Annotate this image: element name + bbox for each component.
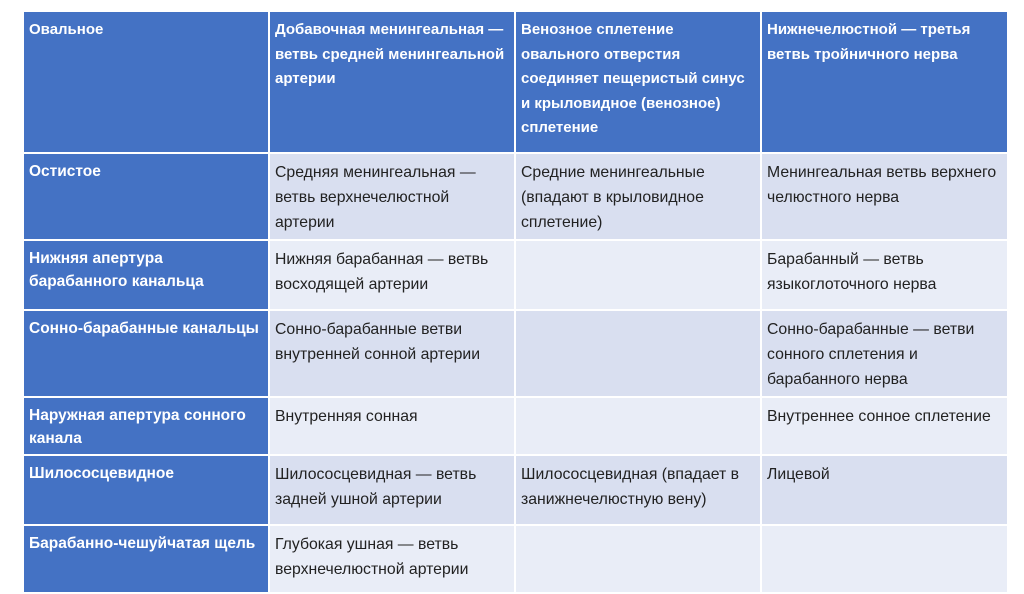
cell-vein: Шилососцевидная (впадает в занижнечелюстную вену) xyxy=(515,455,761,525)
cell-artery: Глубокая ушная — ветвь верхнечелюстной артерии xyxy=(269,525,515,593)
cell-vein xyxy=(515,525,761,593)
cell-vein xyxy=(515,310,761,397)
cell-vein xyxy=(515,397,761,455)
table-row xyxy=(23,11,1008,153)
cell-vein: Средние менингеальные (впадают в крыловидное сплетение) xyxy=(515,153,761,240)
cell-artery: Сонно-барабанные ветви внутренней сонной артерии xyxy=(269,310,515,397)
anatomy-table xyxy=(22,10,1009,594)
cell-opening: Остистое xyxy=(23,153,269,240)
cell-nerve xyxy=(761,525,1008,593)
cell-nerve: Внутреннее сонное сплетение xyxy=(761,397,1008,455)
table-row xyxy=(23,455,1008,525)
cell-vein: Венозное сплетение овального отверстия соединяет пещеристый синус и крыловидное (венозное) сплетение xyxy=(515,11,761,153)
table-row xyxy=(23,310,1008,397)
cell-vein xyxy=(515,240,761,310)
table-row xyxy=(23,525,1008,593)
cell-opening: Овальное xyxy=(23,11,269,153)
cell-opening: Барабанно-чешуйчатая щель xyxy=(23,525,269,593)
cell-opening: Нижняя апертура барабанного канальца xyxy=(23,240,269,310)
cell-artery: Нижняя барабанная — ветвь восходящей артерии xyxy=(269,240,515,310)
cell-opening: Сонно-барабанные канальцы xyxy=(23,310,269,397)
cell-nerve: Менингеальная ветвь верхнего челюстного нерва xyxy=(761,153,1008,240)
table-row xyxy=(23,397,1008,455)
cell-artery: Добавочная менингеальная — ветвь средней менингеальной артерии xyxy=(269,11,515,153)
cell-opening: Наружная апертура сонного канала xyxy=(23,397,269,455)
cell-artery: Средняя менингеальная — ветвь верхнечелюстной артерии xyxy=(269,153,515,240)
cell-artery: Шилососцевидная — ветвь задней ушной артерии xyxy=(269,455,515,525)
cell-nerve: Лицевой xyxy=(761,455,1008,525)
cell-opening: Шилососцевидное xyxy=(23,455,269,525)
cell-artery: Внутренняя сонная xyxy=(269,397,515,455)
cell-nerve: Барабанный — ветвь языкоглоточного нерва xyxy=(761,240,1008,310)
table-row xyxy=(23,153,1008,240)
cell-nerve: Сонно-барабанные — ветви сонного сплетения и барабанного нерва xyxy=(761,310,1008,397)
cell-nerve: Нижнечелюстной — третья ветвь тройничного нерва xyxy=(761,11,1008,153)
table-row xyxy=(23,240,1008,310)
